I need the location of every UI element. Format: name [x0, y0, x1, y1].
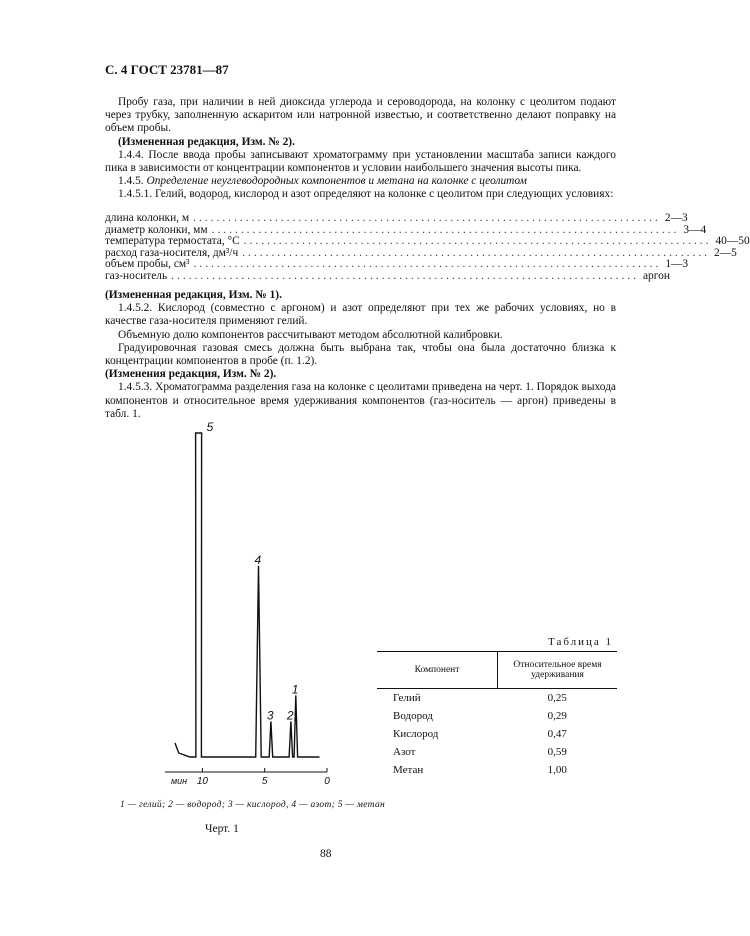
- text-block-bottom: [105, 289, 616, 421]
- parameter-value: аргон: [642, 269, 670, 282]
- table-cell-component: Метан: [393, 764, 424, 776]
- table-cell-value: 0,59: [547, 746, 567, 758]
- edition-note-2: (Измененная редакция, Изм. № 1).: [105, 289, 282, 301]
- parameter-row: газ-носитель ................................................................................ аргон: [105, 269, 670, 282]
- parameter-value: 1—3: [665, 258, 689, 270]
- parameter-row: расход газа-носителя, дм³/ч ................................................................................ 2—5: [105, 246, 737, 259]
- paragraph-calibration-mixture: Градуировочная газовая смесь должна быть выбрана так, чтобы она была достаточно близка к концентрации компонентов в пробе (п. 1.2).: [105, 341, 616, 368]
- retention-table: [377, 651, 617, 779]
- table-cell-value: 0,47: [547, 728, 567, 740]
- paragraph-sample-pretreatment: Пробу газа, при наличии в ней диоксида углерода и сероводорода, на колонку с цеолитом подают через трубку, заполненную аскаритом или натронной известью, и соответственно делают поправку на объем пробы.: [105, 96, 616, 135]
- parameter-value: 3—4: [683, 223, 707, 236]
- page-header: С. 4 ГОСТ 23781—87: [105, 62, 229, 77]
- column-header-component: Компонент: [377, 652, 498, 689]
- peak-label: 5: [206, 420, 214, 434]
- chromatogram-trace: [175, 433, 320, 757]
- section-number: 1.4.5.: [118, 175, 144, 188]
- table-cell-value: 1,00: [547, 764, 567, 776]
- parameter-value: 2—5: [714, 246, 737, 259]
- peak-label: 1: [291, 682, 299, 697]
- parameter-row: длина колонки, м ................................................................................ 2—3: [105, 212, 688, 224]
- peak-label: 2: [286, 708, 294, 723]
- chart-plot-area: [165, 420, 330, 787]
- table-header-row: [377, 652, 617, 689]
- parameter-row: объем пробы, см³ ................................................................................ 1—3: [105, 258, 689, 270]
- table-caption: Таблица 1: [548, 636, 614, 648]
- peak-label: 4: [254, 552, 262, 567]
- parameter-label: объем пробы, см³: [105, 258, 190, 270]
- parameter-row: диаметр колонки, мм ................................................................................ 3—4: [105, 223, 707, 236]
- figure-caption: Черт. 1: [205, 823, 239, 835]
- parameter-label: длина колонки, м: [105, 212, 190, 224]
- table-row: [377, 761, 617, 779]
- page-number: 88: [320, 848, 332, 860]
- parameter-list: [105, 212, 750, 282]
- column-header-retention: Относительное время удерживания: [498, 652, 618, 689]
- x-tick-label: 10: [196, 776, 208, 787]
- table-row: [377, 743, 617, 761]
- chart-legend-caption: 1 — гелий; 2 — водород; 3 — кислород, 4 — азот; 5 — метан: [120, 800, 386, 810]
- parameter-row: температура термостата, °С ................................................................................ 40—50: [105, 235, 750, 247]
- table-cell-component: Гелий: [393, 692, 421, 704]
- peak-label: 3: [266, 708, 274, 723]
- table-row: [377, 707, 617, 725]
- parameter-value: 2—3: [664, 212, 688, 224]
- edition-note-1: (Измененная редакция, Изм. № 2).: [118, 135, 295, 148]
- paragraph-1-4-5-3: 1.4.5.3. Хроматограмма разделения газа на колонке с цеолитами приведена на черт. 1. Порядок выхода компонентов и относительное время удерживания компонентов (газ-носитель — аргон) приведены в табл. 1.: [105, 381, 616, 420]
- table-cell-value: 0,25: [547, 692, 567, 704]
- x-tick-label: 0: [324, 776, 330, 787]
- text-block-top: [105, 96, 616, 202]
- chromatogram-chart: [165, 420, 335, 787]
- parameter-label: газ-носитель: [105, 269, 168, 282]
- paragraph-1-4-5-1: 1.4.5.1. Гелий, водород, кислород и азот определяют на колонке с цеолитом при следующих условиях:: [118, 188, 614, 201]
- x-axis-label: мин: [171, 776, 188, 786]
- parameter-label: расход газа-носителя, дм³/ч: [105, 246, 239, 259]
- table-cell-component: Водород: [393, 710, 433, 722]
- table-row: [377, 725, 617, 743]
- edition-note-3: (Изменения редакция, Изм. № 2).: [105, 368, 277, 381]
- table-cell-component: Кислород: [393, 728, 439, 740]
- x-tick-label: 5: [261, 776, 268, 787]
- parameter-label: температура термостата, °С: [105, 235, 240, 247]
- paragraph-1-4-4: 1.4.4. После ввода пробы записывают хроматограмму при установлении масштаба записи каждого пика в зависимости от концентрации компонентов и условии наибольшего значения высоты пика.: [105, 148, 616, 175]
- parameter-label: диаметр колонки, мм: [105, 223, 208, 236]
- paragraph-1-4-5: [105, 175, 616, 188]
- paragraph-1-4-5-2: 1.4.5.2. Кислород (совместно с аргоном) и азот определяют при тех же рабочих условиях, но в качестве газа-носителя применяют гелий.: [105, 302, 616, 328]
- parameter-value: 40—50: [715, 235, 750, 247]
- table-cell-value: 0,29: [547, 710, 567, 722]
- section-title: Определение неуглеводородных компонентов и метана на колонке с цеолитом: [146, 175, 527, 188]
- table-row: [377, 689, 617, 708]
- paragraph-calibration-method: Объемную долю компонентов рассчитывают методом абсолютной калибровки.: [118, 328, 503, 341]
- table-cell-component: Азот: [393, 746, 416, 758]
